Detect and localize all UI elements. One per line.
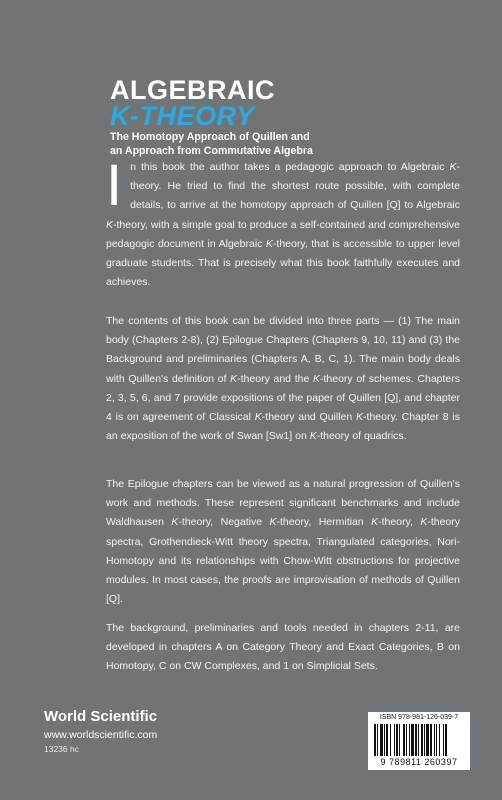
subtitle-line-2: an Approach from Commutative Algebra (110, 144, 313, 157)
catalog-code: 13236 hc (44, 744, 79, 754)
isbn-barcode (368, 712, 470, 770)
description-paragraph-4: The background, preliminaries and tools needed in chapters 2-11, are developed in chapters A on Category Theory and Exact Categories, B on Homotopy, C on CW Complexes, and 1 on Simplicial Sets. (106, 622, 460, 673)
subtitle-line-1: The Homotopy Approach of Quillen and (110, 131, 310, 143)
paragraph-1-text: n this book the author takes a pedagogic approach to Algebraic K-theory. He tried to find the shortest route possible, with complete details, to arrive at the homotopy approach of Quillen [Q] to Algebraic K-theory, with a simple goal to produce a self-contained and comprehensive pedagogic document in Algebraic K-theory, that is accessible to upper level graduate students. That is precisely what this book faithfully executes and achieves. (106, 161, 461, 289)
book-subtitle (110, 131, 313, 158)
book-title-line2: K-THEORY (110, 101, 255, 131)
drop-cap: I (106, 153, 123, 218)
barcode-bars (374, 724, 464, 756)
ean-digits: 9 789811 260397 (380, 757, 458, 767)
publisher-name: World Scientific (44, 708, 158, 725)
description-paragraph-1 (106, 153, 461, 292)
isbn-label: ISBN 978-981-126-039-7 (379, 714, 459, 721)
description-paragraph-3: The Epilogue chapters can be viewed as a natural progression of Quillen's work and methods. These represent significant benchmarks and include Waldhausen K-theory, Negative K-theory, Hermitian K-theory, K-theory spectra, Grothendieck-Witt theory spectra, Triangulated categories, Nori-Homotopy and its relationships with Chow-Witt obstructions for projective modules. In most cases, the proofs are improvisation of methods of Quillen [Q]. (106, 478, 461, 606)
publisher-website: www.worldscientific.com (44, 729, 158, 741)
book-title-line1: ALGEBRAIC (110, 75, 275, 105)
description-paragraph-2: The contents of this book can be divided into three parts — (1) The main body (Chapters 2-8), (2) Epilogue Chapters (Chapters 9, 10, 11) and (3) the Background and preliminaries (Chapters A, B, C, 1). The main body deals with Quillen's definition of K-theory and the K-theory of schemes. Chapters 2, 3, 5, 6, and 7 provide expositions of the paper of Quillen [Q], and chapter 4 is on agreement of Classical K-theory and Quillen K-theory. Chapter 8 is an exposition of the work of Swan [Sw1] on K-theory of quadrics. (106, 315, 461, 443)
